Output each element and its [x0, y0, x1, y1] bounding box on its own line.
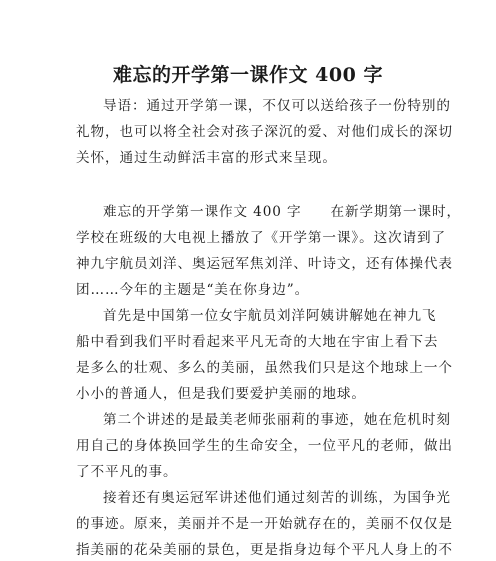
paragraph-3-line-3: 是多么的壮观、多么的美丽，虽然我们只是这个地球上一个 — [76, 360, 453, 376]
paragraph-1-line-3: 关怀，通过生动鲜活丰富的形式来呈现。 — [76, 150, 337, 166]
paragraph-5-line-1: 接着还有奥运冠军讲述他们通过刻苦的训练，为国争光 — [103, 490, 451, 506]
paragraph-1-line-1: 导语：通过开学第一课，不仅可以送给孩子一份特别的 — [103, 98, 451, 114]
paragraph-1-line-2: 礼物，也可以将全社会对孩子深沉的爱、对他们成长的深切 — [76, 124, 453, 140]
paragraph-3-line-4: 小小的普通人，但是我们要爱护美丽的地球。 — [76, 386, 366, 402]
paragraph-4-line-1: 第二个讲述的是最美老师张丽莉的事迹，她在危机时刻 — [103, 412, 451, 428]
paragraph-3-line-1: 首先是中国第一位女宇航员刘洋阿姨讲解她在神九飞 — [103, 308, 437, 324]
paragraph-5-line-3: 指美丽的花朵美丽的景色，更是指身边每个平凡人身上的不 — [76, 542, 453, 558]
paragraph-5-line-2: 的事迹。原来，美丽并不是一开始就存在的，美丽不仅仅是 — [76, 516, 453, 532]
paragraph-4-line-2: 用自己的身体换回学生的生命安全，一位平凡的老师，做出 — [76, 438, 453, 454]
paragraph-2-line-4: 团……今年的主题是“美在你身边”。 — [76, 282, 310, 298]
paragraph-2-line-3: 神九宇航员刘洋、奥运冠军焦刘洋、叶诗文，还有体操代表 — [76, 256, 453, 272]
paragraph-2-line-1: 难忘的开学第一课作文 400 字 在新学期第一课时， — [103, 204, 461, 220]
paragraph-3-line-2: 船中看到我们平时看起来平凡无奇的大地在宇宙上看下去 — [76, 334, 439, 350]
paragraph-4-line-3: 了不平凡的事。 — [76, 464, 178, 480]
document-title: 难忘的开学第一课作文 400 字 — [113, 64, 383, 86]
paragraph-2-line-2: 学校在班级的大电视上播放了《开学第一课》。这次请到了 — [76, 230, 447, 246]
